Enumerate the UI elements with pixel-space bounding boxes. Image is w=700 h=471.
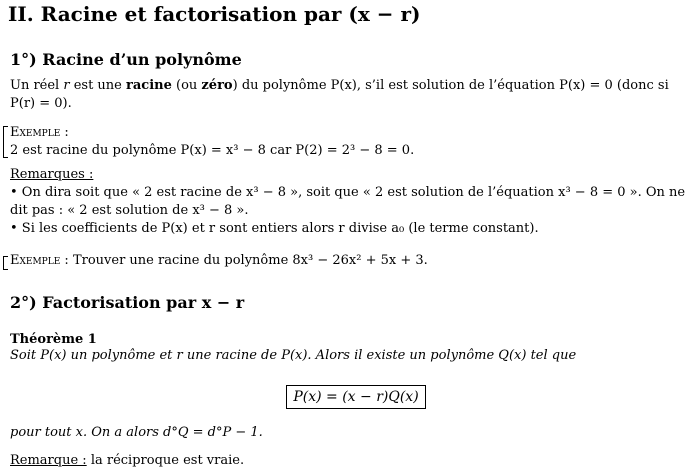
example-bracket: [3, 126, 8, 158]
definition-text: (ou: [171, 78, 202, 93]
boxed-formula: P(x) = (x − r)Q(x): [286, 385, 426, 409]
remark-1-line-2: dit pas : « 2 est solution de x³ − 8 ».: [10, 203, 249, 218]
definition-text: Un réel: [10, 78, 64, 93]
theorem-text: Soit P(x) un polynôme et r une racine de P(x). Alors il existe un polynôme Q(x) tel que: [10, 348, 577, 363]
definition-term-zero: zéro: [201, 78, 233, 93]
remark-final: [10, 452, 244, 470]
definition-text: ) du polynôme P(x), s’il est solution de l’équation P(x) = 0 (donc si: [232, 78, 669, 93]
definition-text: est une: [69, 78, 127, 93]
definition-var: r: [63, 78, 70, 93]
remark-2: • Si les coefficients de P(x) et r sont entiers alors r divise a₀ (le terme constant).: [10, 221, 539, 236]
theorem-conclusion: pour tout x. On a alors d°Q = d°P − 1.: [10, 425, 263, 440]
subsection-title-roots: 1°) Racine d’un polynôme: [10, 50, 242, 69]
example-2: [10, 252, 428, 270]
subsection-title-factorisation: 2°) Factorisation par x − r: [10, 293, 245, 312]
theorem-title: Théorème 1: [10, 332, 97, 347]
example-label: Exemple :: [10, 125, 69, 140]
remark-final-text: la réciproque est vraie.: [86, 453, 245, 468]
example-text: 2 est racine du polynôme P(x) = x³ − 8 car P(2) = 2³ − 8 = 0.: [10, 143, 415, 158]
remark-final-label: Remarque :: [10, 453, 87, 468]
example-2-text: : Trouver une racine du polynôme 8x³ − 26x² + 5x + 3.: [60, 253, 428, 268]
example2-bracket: [3, 256, 8, 270]
definition-line-1: [10, 77, 669, 95]
remarks-label: Remarques :: [10, 167, 94, 182]
remark-1-line-1: • On dira soit que « 2 est racine de x³ − 8 », soit que « 2 est solution de l’équation x³ − 8 = 0 ». On ne: [10, 185, 686, 200]
definition-line-2: P(r) = 0).: [10, 96, 72, 111]
section-title: II. Racine et factorisation par (x − r): [8, 2, 421, 26]
example-2-label: Exemple: [10, 253, 61, 268]
definition-term-racine: racine: [126, 78, 172, 93]
